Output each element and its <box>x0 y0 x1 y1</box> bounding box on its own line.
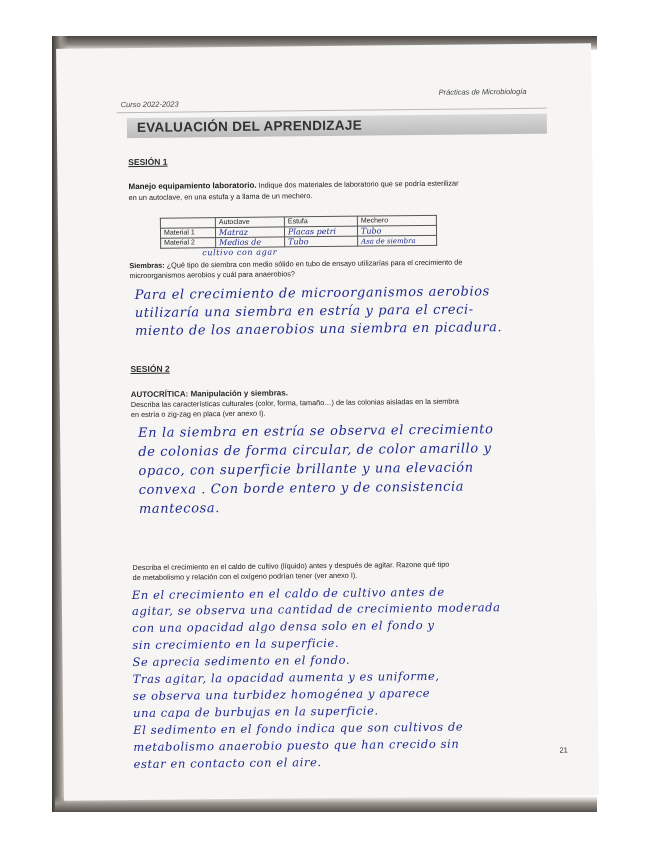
task-text-2: en un autoclave, en una estufa y a llama de un mechero. <box>128 191 313 203</box>
header-subject: Prácticas de Microbiología <box>438 86 527 97</box>
task-line-1 <box>128 179 458 191</box>
question-2-line-1: Describa el crecimiento en el caldo de cultivo (líquido) antes y después de agitar. Razone qué tipo <box>132 559 450 573</box>
answer-line: sin crecimiento en la superficie. <box>132 635 340 653</box>
session-2-heading: SESIÓN 2 <box>130 363 170 375</box>
answer-line: miento de los anaerobios una siembra en picadura. <box>134 320 503 340</box>
answer-line: Se aprecia sedimento en el fondo. <box>132 652 351 670</box>
answer-line: de colonias de forma circular, de color amarillo y <box>138 441 492 460</box>
answer-line: utilizaría una siembra en estría y para el creci- <box>134 302 474 322</box>
handwritten-cell: Asa de siembra <box>358 235 437 246</box>
answer-line: agitar, se observa una cantidad de crecimiento moderada <box>131 600 501 619</box>
answer-line: metabolismo anaerobio puesto que han crecido sin <box>133 736 460 755</box>
handwritten-cell: Tubo <box>285 236 358 247</box>
answer-line: con una opacidad algo densa solo en el fondo y <box>132 617 435 636</box>
row-label: Material 2 <box>161 238 216 249</box>
siembras-label: Siembras: <box>129 260 165 271</box>
answer-line: En el crecimiento en el caldo de cultivo antes de <box>131 584 445 603</box>
answer-line: convexa . Con borde entero y de consistencia <box>138 479 465 498</box>
autocritica-title: AUTOCRÍTICA: Manipulación y siembras. <box>130 388 288 400</box>
answer-line: En la siembra en estría se observa el crecimiento <box>138 422 494 441</box>
session-1-heading: SESIÓN 1 <box>128 156 168 168</box>
header-rule <box>117 108 547 114</box>
header-course: Curso 2022-2023 <box>120 99 179 110</box>
table-header-cell: Mechero <box>357 215 436 226</box>
answer-line: mantecosa. <box>138 501 221 517</box>
table-overflow-note: cultivo con agar <box>202 247 278 258</box>
siembras-question-line-1 <box>129 258 462 270</box>
answer-line: estar en contacto con el aire. <box>133 755 322 772</box>
handwritten-cell: Matraz <box>215 227 284 238</box>
question-1-line-2: en estría o zig-zag en placa (ver anexo I). <box>130 408 266 420</box>
handwritten-cell: Tubo <box>357 225 436 236</box>
table-row <box>161 235 437 248</box>
page-title: EVALUACIÓN DEL APRENDIZAJE <box>136 117 363 135</box>
page-number: 21 <box>559 745 568 755</box>
task-title: Manejo equipamiento laboratorio. <box>128 180 257 192</box>
siembras-q2: microorganismos aerobios y cuál para anaerobios? <box>129 269 295 281</box>
answer-line: El sedimento en el fondo indica que son cultivos de <box>133 719 464 738</box>
answer-line: se observa una turbidez homogénea y aparece <box>132 685 431 704</box>
siembras-q1: ¿Qué tipo de siembra con medio sólido en tubo de ensayo utilizarías para el crecimiento de <box>164 257 463 270</box>
handwritten-cell: Medios de <box>216 237 285 248</box>
table-header-cell: Estufa <box>284 216 357 227</box>
question-1-line-1: Describa las características culturales (color, forma, tamaño…) de las colonias aisladas en la siembra <box>130 396 459 410</box>
answer-line: Para el crecimiento de microorganismos aerobios <box>134 284 490 304</box>
answer-line: opaco, con superficie brillante y una elevación <box>138 460 474 479</box>
handwritten-cell: Placas petri <box>284 226 357 237</box>
task-text-1: Indique dos materiales de laboratorio que se podría esterilizar <box>256 178 459 190</box>
row-label: Material 1 <box>160 228 215 239</box>
answer-line: Tras agitar, la opacidad aumenta y es uniforme, <box>132 668 440 687</box>
question-2-line-2: de metabolismo y relación con el oxígeno podrían tener (ver anexo I). <box>132 570 358 583</box>
table-header-cell: Autoclave <box>215 217 284 228</box>
answer-line: una capa de burbujas en la superficie. <box>132 703 379 721</box>
worksheet-page <box>56 43 599 801</box>
table-header-cell <box>160 218 215 229</box>
materials-table <box>160 215 437 249</box>
